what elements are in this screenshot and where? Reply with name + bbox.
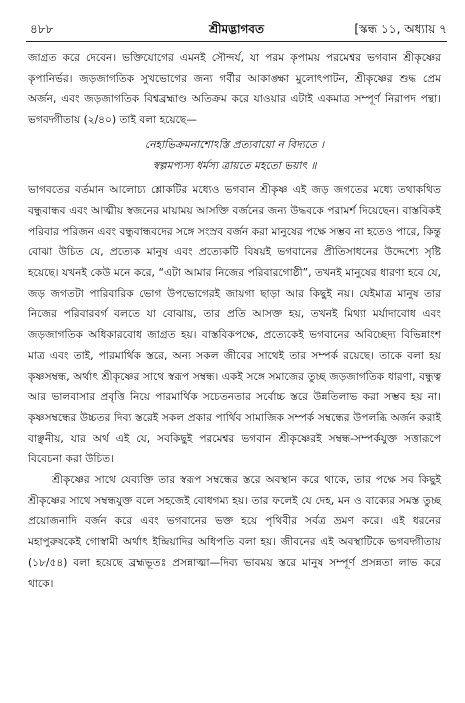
verse-block bbox=[28, 135, 441, 176]
paragraph-3: শ্রীকৃষ্ণের সাথে যেব্যক্তি তার স্বরূপ সম্বন্ধের স্তরে অবস্থান করে থাকে, তার পক্ষে সব কিছুই শ্রীকৃষ্ণের সাথে সম্বন্ধযুক্ত বলে সহজেই বোধগম্য হয়। তার ফলেই যে দেহ, মন ও বাক্যের সমস্ত তুচ্ছ প্রয়োজনাদি বর্জন করে এবং ভগবানের ভক্ত হয়ে পৃথিবীর সর্বত্র ভ্রমণ করে। এই ধরনের মহাপুরুষকেই গোস্বামী অর্থাৎ ইন্দ্রিয়াদির অধিপতি বলা হয়। জীবনের এই অবস্থাটিকে ভগবদ্গীতায় (১৮/৫৪) বলা হয়েছে ব্রহ্মভূতঃ প্রসন্নাত্মা—দিব্য ভাবময় স্তরে মানুষ সম্পূর্ণ প্রসন্নতা লাভ করে থাকে। bbox=[28, 474, 441, 590]
page-body bbox=[28, 48, 441, 594]
book-title: শ্রীমদ্ভাগবত bbox=[208, 22, 264, 36]
verse-line-1: নেহাভিক্রমনাশোঽস্তি প্রত্যবায়ো ন বিদ্যতে । bbox=[144, 138, 325, 151]
paragraph-2: ভাগবতের বর্তমান আলোচ্য শ্লোকটির মধ্যেও ভগবান শ্রীকৃষ্ণ এই জড় জগতের মধ্যে তথাকথিত বন্ধুবান্ধব এবং আত্মীয় স্বজনের মায়াময় আসক্তি বর্জনের জন্য উদ্ধবকে পরামর্শ দিয়েছেন। বাস্তবিকই পরিবার পরিজন এবং বন্ধুবান্ধবদের সঙ্গে সংস্রব বর্জন করা মানুষের পক্ষে সম্ভব না হতেও পারে, কিন্তু বোঝা উচিত যে, প্রত্যেক মানুষ এবং প্রত্যেকটি বিষয়ই ভগবানের প্রীতিসাধনের উদ্দেশ্যে সৃষ্টি হয়েছে। যখনই কেউ মনে করে, “এটা আমার নিজের পরিবারগোষ্ঠী”, তখনই মানুষের ধারণা হবে যে, জড় জগতটা পারিবারিক ভোগ উপভোগেরই জায়গা ছাড়া আর কিছুই নয়। যেইমাত্র মানুষ তার নিজের পরিবারবর্গ বলতে যা বোঝায়, তার প্রতি আসক্ত হয়, তখনই মিথ্যা মর্যাদাবোধ এবং জড়জাগতিক অধিকারবোধ জাগ্রত হয়। বাস্তবিকপক্ষে, প্রত্যেকেই ভগবানের অবিচ্ছেদ্য বিভিন্নাংশ মাত্র এবং তাই, পারমার্থিক স্তরে, অন্য সকল জীবের সাথেই তার সম্পর্ক রয়েছে। তাকে বলা হয় কৃষ্ণসম্বন্ধ, অর্থাৎ শ্রীকৃষ্ণের সাথে স্বরূপ সম্বন্ধ। একই সঙ্গে সমাজের তুচ্ছ জড়জাগতিক ধারণা, বন্ধুত্ব আর ভালবাসার প্রবৃত্তি নিয়ে পারমার্থিক সচেতনতার সর্বোচ্চ স্তরে উন্নতিলাভ করা সম্ভব হয় না। কৃষ্ণসম্বন্ধের উচ্চতর দিব্য স্তরেই সকল প্রকার পার্থিব সামাজিক সম্পর্ক সম্বন্ধের উপলব্ধি অর্জন করাই বাঞ্ছনীয়, যার অর্থ এই যে, সবকিছুই পরমেশ্বর ভগবান শ্রীকৃষ্ণেরই সম্বন্ধ-সম্পর্কযুক্ত সত্তারূপে বিবেচনা করা উচিত। bbox=[28, 184, 441, 466]
page-number: ৪৮৮ bbox=[30, 22, 54, 36]
verse-line-2: স্বল্পমপ্যস্য ধর্মস্য ত্রায়তে মহতো ভয়াৎ ॥ bbox=[152, 159, 317, 172]
section-reference: [স্কন্ধ ১১, অধ্যায় ৭ bbox=[354, 22, 447, 36]
header-divider bbox=[26, 41, 447, 42]
paragraph-1: জাগ্রত করে দেবেন। ভক্তিযোগের এমনই সৌন্দর্য, যা পরম কৃপাময় পরমেশ্বর ভগবান শ্রীকৃষ্ণের কৃপানির্ভর। জড়জাগতিক সুখভোগের জন্য গর্বীর আকাঙ্ক্ষা মুলোৎপাটন, শ্রীকৃষ্ণের শুদ্ধ প্রেম অর্জন, এবং জড়জাগতিক বিশ্বব্রহ্মাণ্ড অতিক্রম করে যাওয়ার এটাই একমাত্র সম্পূর্ণ নিরাপদ পন্থা। ভগবদ্গীতায় (২/৪০) তাই বলা হয়েছে— bbox=[28, 52, 441, 127]
page-header bbox=[26, 18, 447, 40]
